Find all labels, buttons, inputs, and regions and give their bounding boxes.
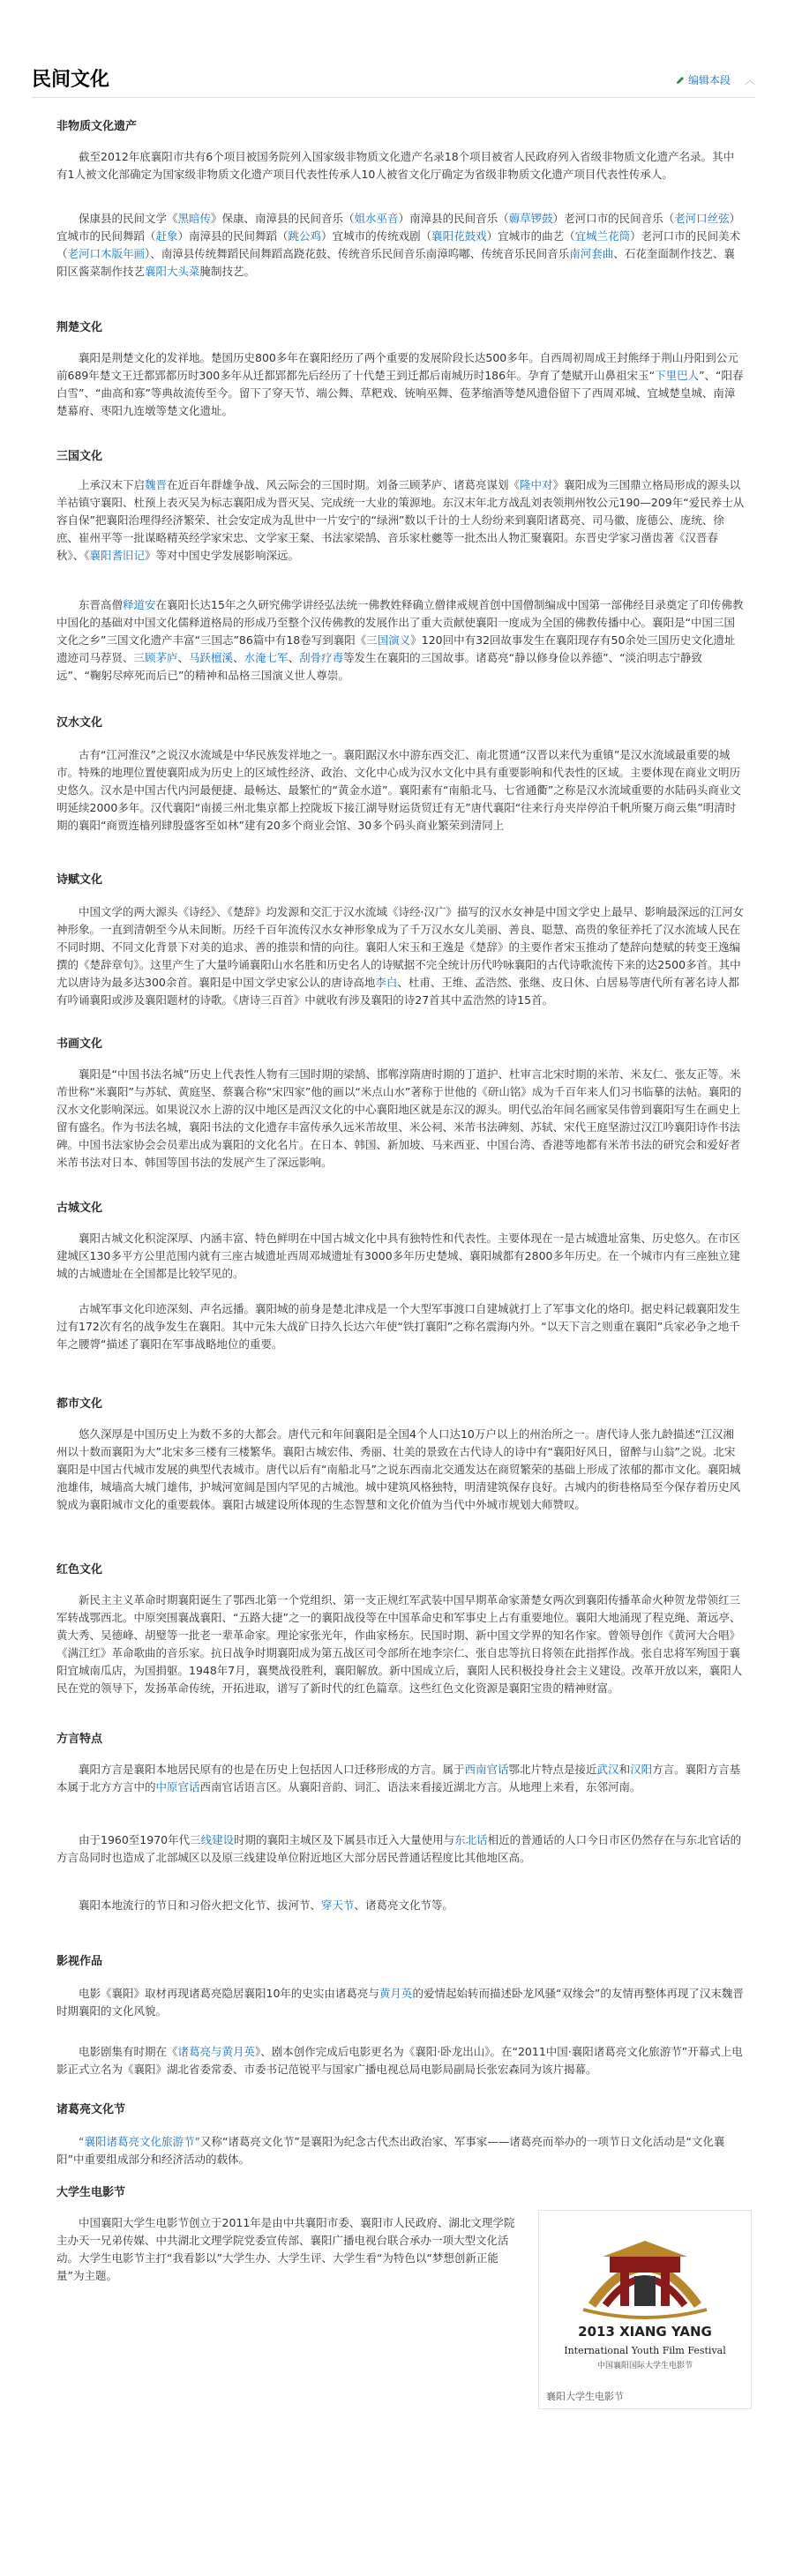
link-chuantianjie[interactable]: 穿天节 <box>321 1898 355 1912</box>
link-yicheng-lanhuatong[interactable]: 宜城兰花筒 <box>574 229 631 243</box>
link-sanguo-yanyi[interactable]: 三国演义 <box>366 633 411 647</box>
link-shuiyan-qijun[interactable]: 水淹七军 <box>244 651 289 664</box>
link-weijin[interactable]: 魏晋 <box>145 478 168 491</box>
para-poetry-1: 中国文学的两大源头《诗经》、《楚辞》均发源和交汇于汉水流域《诗经·汉广》描写的汉水女神是中国文学史上最早、影响最深远的江河女神形象。一直到清朝至今从未间断。历经千百年流传汉水女神形象成为了千万汉水女儿美丽、善良、聪慧、高贵的象征养托了汉水流域人民在不同时期、不同文化背景下对美的追求、善的推崇和情的向往。襄阳人宋玉和王逸是《楚辞》的主要作者宋玉推动了楚辞向楚赋的转变王逸编撰的《楚辞章句》。这里产生了大量吟诵襄阳山水名胜和历史名人的诗赋据不完全统计历代吟咏襄阳的古代诗歌流传下来的达2500多首。其中尤以唐诗为最多达300余首。襄阳是中国文学史家公认的唐诗高地李白、杜甫、王维、孟浩然、张继、皮日休、白居易等唐代所有著名诗人都有吟诵襄阳或涉及襄阳题材的诗歌。《唐诗三百首》中就收有涉及襄阳的诗27首其中孟浩然的诗15首。 <box>56 905 744 1007</box>
link-hanyang[interactable]: 汉阳 <box>630 1763 653 1776</box>
logo-year-title: 2013 XIANG YANG <box>578 2324 712 2340</box>
link-zhongyuan-guanhua[interactable]: 中原官话 <box>155 1780 200 1793</box>
para-intangible-1: 截至2012年底襄阳市共有6个项目被国务院列入国家级非物质文化遗产名录18个项目被省人民政府列入省级非物质文化遗产名录。其中有1人被文化部确定为国家级非物质文化遗产项目代表性传承人10人被省文化厅确定为省级非物质文化遗产项目代表性传承人。 <box>56 150 735 181</box>
link-zhugeliang-festival[interactable]: “襄阳诸葛亮文化旅游节” <box>79 2135 200 2148</box>
link-zhugeliang-huangyueying[interactable]: 诸葛亮与黄月英 <box>177 2045 256 2058</box>
link-dongbeihua[interactable]: 东北话 <box>454 1833 488 1846</box>
link-xialibaren[interactable]: 下里巴人 <box>655 369 700 382</box>
para-film-2: 电影剧集有时期在《诸葛亮与黄月英》、剧本创作完成后电影更名为《襄阳·卧龙出山》。在“2011中国·襄阳诸葛亮文化旅游节”开幕式上电影正式立名为《襄阳》湖北省委常委、市委书记范锐平与国家广播电视总局电影局副局长张宏森同为该片揭幕。 <box>56 2045 743 2076</box>
para-ancient-city-2: 古城军事文化印迹深刻、声名远播。襄阳城的前身是楚北津戍是一个大型军事渡口自建城就打上了军事文化的烙印。据史料记载襄阳发生过有172次有名的战争发生在襄阳。其中元朱大战矿日持久长达六年使“铁打襄阳”之称名震海内外。“以天下言之则重在襄阳”兵家必争之地千年之腰膂“描述了襄阳在军事战略地位的重要。 <box>56 1302 741 1351</box>
link-longzhongdui[interactable]: 隆中对 <box>520 478 553 491</box>
para-hanshui-1: 古有“江河淮汉”之说汉水流域是中华民族发祥地之一。襄阳踞汉水中游东西交汇、南北贯通“汉晋以来代为重镇”是汉水流域最重要的城市。特殊的地理位置使襄阳成为历史上的区域性经济、政治、文化中心成为汉水文化中具有重要影响和代表性的区域。主要体现在商业文明历史悠久。汉水是中国古代内河最便捷、最畅达、最繁忙的“黄金水道”。襄阳素有“南船北马、七省通衢”之称是汉水流域重要的水陆码头商业文明延续2000多年。汉代襄阳“南援三州北集京都上控陇坂下接江湖导财运货贸迁有无”唐代襄阳“往来行舟夹岸停泊千帆所聚万商云集”明清时期的襄阳“商贾连樯列肆殷盛客至如林”建有20多个商业会馆、30多个码头商业繁荣到清同上 <box>56 748 741 832</box>
pencil-icon <box>675 75 686 86</box>
heading-intangible-heritage: 非物质文化遗产 <box>56 120 138 133</box>
para-dialect-3: 襄阳本地流行的节日和习俗火把文化节、拔河节、穿天节、诸葛亮文化节等。 <box>79 1898 454 1912</box>
header-actions <box>675 72 755 87</box>
heading-urban: 都市文化 <box>56 1397 103 1411</box>
para-intangible-2: 保康县的民间文学《黑暗传》保康、南漳县的民间音乐（姐水巫音）南漳县的民间音乐（薅草锣鼓）老河口市的民间音乐（老河口丝弦）宜城市的民间舞蹈（赶象）南漳县的民间舞蹈（跳公鸡）宜城市的传统戏剧（襄阳花鼓戏）宜城市的曲艺（宜城兰花筒）老河口市的民间美术（老河口木版年画）、南漳县传统舞蹈民间舞蹈高跷花鼓、传统音乐民间音乐南漳呜嘟、传统音乐民间音乐南河套曲、石花奎面制作技艺、襄阳区酱菜制作技艺襄阳大头菜腌制技艺。 <box>56 212 741 278</box>
para-ancient-city-1: 襄阳古城文化积淀深厚、内涵丰富、特色鲜明在中国古城文化中具有独特性和代表性。主要体现在一是古城遗址富集、历史悠久。在市区建城区130多平方公里范围内就有三座古城遗址西周邓城遗址有3000多年历史楚城、襄阳城都有2800多年历史。在一个城市内有三座独立建城的古城遗址在全国都是比较罕见的。 <box>56 1232 741 1280</box>
para-dialect-2: 由于1960至1970年代三线建设时期的襄阳主城区及下属县市迁入大量使用与东北话相近的普通话的人口今日市区仍然存在与东北官话的方言岛同时也造成了北部城区以及原三线建设单位附近地区大部分居民普通话程度比其他地区高。 <box>56 1833 742 1864</box>
link-shi-daoan[interactable]: 释道安 <box>123 598 156 611</box>
link-mayue-tanxi[interactable]: 马跃檀溪 <box>189 651 234 664</box>
para-urban-1: 悠久深厚是中国历史上为数不多的大都会。唐代元和年间襄阳是全国4个人口达10万户以上的州治所之一。唐代诗人张九龄描述“江汉湘州以十数而襄阳为大”北宋多三楼有三楼繁华。襄阳古城宏伟、秀丽、壮美的景致在古代诗人的诗中有“襄阳好风日，留醉与山翁”之说。北宋襄阳是中国古代城市发展的典型代表城市。唐代以后有“南船北马”之说东西南北交通发达在商贸繁荣的基础上形成了浓郁的都市文化。襄阳城池雄伟，城墙高大城门雄伟，护城河宽阔是国内罕见的古城池。城中建筑风格独特，明清建筑保存良好。古城内的街巷格局至今保存着历史风貌成为襄阳城市文化的重要载体。襄阳古城建设所体现的生态智慧和文化价值为当代中外城市规划大师赞叹。 <box>56 1427 741 1511</box>
heading-ancient-city: 古城文化 <box>56 1202 103 1215</box>
para-student-film-festival-1: 中国襄阳大学生电影节创立于2011年是由中共襄阳市委、襄阳市人民政府、湖北文理学院主办天一兄弟传媒、中共湖北文理学院党委宣传部、襄阳广播电视台联合承办一项大型文化活动。大学生电影节主打“我看影以”大学生办、大学生评、大学生看“为特色以“梦想创新正能量”为主题。 <box>56 2216 515 2282</box>
heading-dialect: 方言特点 <box>56 1733 103 1746</box>
link-laohekou-nianhua[interactable]: 老河口木版年画 <box>67 247 146 260</box>
logo-subtitle: International Youth Film Festival <box>564 2345 726 2356</box>
link-nanhe-taoqu[interactable]: 南河套曲 <box>569 247 614 260</box>
para-film-1: 电影《襄阳》取材再现诸葛亮隐居襄阳10年的史实由诸葛亮与黄月英的爱情起始转而描述卧龙风骚“双缘会”的友情再整体再现了汉末魏晋时期襄阳的文化风貌。 <box>56 1987 744 2018</box>
para-three-kingdoms-2: 东晋高僧释道安在襄阳长达15年之久研究佛学讲经弘法统一佛教姓释确立僧律戒规首创中国僧制编成中国第一部佛经目录奠定了印传佛教中国化的基础对中国文化儒释道格局的形成乃至整个汉传佛教的发展作出了重大贡献使襄阳一度成为全国的佛教传播中心。襄阳是“中国三国文化之乡”三国文化遗产丰富“三国志”86篇中有18卷写到襄阳《三国演义》120回中有32回故事发生在襄阳现存有50余处三国历史文化遗址遗迹司马荐贤、三顾茅庐、马跃檀溪、水淹七军、刮骨疗毒等发生在襄阳的三国故事。诸葛亮“静以修身俭以养德”、“淡泊明志宁静致远”、“鞠躬尽瘁死而后已”的精神和品格三国演义世人尊崇。 <box>56 598 744 682</box>
film-festival-logo <box>557 2221 733 2380</box>
para-calligraphy-1: 襄阳是“中国书法名城”历史上代表性人物有三国时期的梁鹄、邯郸淳隋唐时期的丁道护、杜审言北宋时期的米芾、米友仁、张友正等。米芾世称“米襄阳”与苏轼、黄庭坚、蔡襄合称“宋四家”他的画以“米点山水”著称于世他的《研山铭》成为千百年来人们习书临摹的法帖。襄阳的汉水文化影响深远。如果说汉水上游的汉中地区是西汉文化的中心襄阳地区就是东汉的源头。明代弘治年间名画家吴伟曾到襄阳写生在画史上留有盛名。作为书法名城，襄阳书法的文化遗存丰富传承久远米芾故里、米公祠、米芾书法碑刻、苏轼、宋代王庭坚游过汉江吟襄阳诗作书法碑。中国书法家协会会员辈出成为襄阳的文化名片。在日本、韩国、新加坡、马来西亚、中国台湾、香港等地都有米芾书法的研究会和爱好者米芾书法对日本、韩国等国书法的发展产生了深远影响。 <box>56 1067 742 1169</box>
logo-cn: 中国襄阳国际大学生电影节 <box>596 2362 693 2370</box>
edit-section-label: 编辑本段 <box>687 74 731 86</box>
heading-jingchu: 荆楚文化 <box>56 321 103 334</box>
link-libai[interactable]: 李白 <box>375 976 398 989</box>
para-red-culture-1: 新民主主义革命时期襄阳诞生了鄂西北第一个党组织、第一支正规红军武装中国早期革命家萧楚女两次到襄阳传播革命火种贺龙带领红三军转战鄂西北。中原突围襄战襄阳、“五路大捷”之一的襄阳战役等在中国革命史和军事史上占有重要地位。襄阳大地涌现了程克绳、萧远亭、黄大秀、吴德峰、胡璧等一批老一辈革命家。理论家张光年，作曲家杨东。民国时期、新中国文学界的知名作家。曾领导创作《黄河大合唱》《满江红》革命歌曲的音乐家。抗日战争时期襄阳成为第五战区司令部所在地李宗仁、张自忠等抗日将领在此指挥作战。张自忠将军殉国于襄阳宜城南瓜店，为国捐躯。1948年7月，襄樊战役胜利，襄阳解放。新中国成立后，襄阳人民积极投身社会主义建设。改革开放以来，襄阳人民在党的领导下，发扬革命传统，开拓进取，谱写了新时代的红色篇章。这些红色文化资源是襄阳宝贵的精神财富。 <box>56 1593 743 1695</box>
link-sanxian-jianshe[interactable]: 三线建设 <box>190 1833 235 1846</box>
edit-section-link[interactable] <box>675 72 731 87</box>
section-header <box>32 67 755 98</box>
link-tiaogongji[interactable]: 跳公鸡 <box>288 229 322 243</box>
chevron-up-icon: ︿ <box>744 74 755 86</box>
link-xiangyang-qijiuji[interactable]: 襄阳耆旧记 <box>89 549 146 562</box>
collapse-button[interactable] <box>745 72 755 87</box>
link-haocao-luogu[interactable]: 薅草锣鼓 <box>508 212 553 225</box>
heading-hanshui: 汉水文化 <box>56 716 103 730</box>
link-xiangyang-huaguxi[interactable]: 襄阳花鼓戏 <box>431 229 487 243</box>
link-laohekou-sixian[interactable]: 老河口丝弦 <box>674 212 730 225</box>
para-three-kingdoms-1: 上承汉末下启魏晋在近百年群雄争战、风云际会的三国时期。刘备三顾茅庐、诸葛亮谋划《隆中对》襄阳成为三国鼎立格局形成的源头以羊祜镇守襄阳、杜预上表灭吴为标志襄阳成为晋灭吴、完成统一大业的策源地。东汉末年北方战乱刘表领荆州牧公元190—209年“爱民养士从容自保”把襄阳治理得经济繁荣、社会安定成为乱世中一片安宁的“绿洲”数以千计的士人纷纷来到襄阳诸葛亮、司马徽、庞德公、庞统、徐庶、崔州平等一批谋略精英经学家宋忠、文学家王粲、书法家梁鹄、音乐家杜夔等一批杰出人物汇聚襄阳。东晋史学家习凿齿著《汉晋春秋》、《襄阳耆旧记》等对中国史学发展影响深远。 <box>56 478 745 562</box>
para-jingchu-1: 襄阳是荆楚文化的发祥地。楚国历史800多年在襄阳经历了两个重要的发展阶段长达500多年。自西周初周成王封熊绎于荆山丹阳到公元前689年楚文王迁都郢都历时300多年从迁都郢都先后经历了十代楚王到迁都后南城历时186年。孕育了楚赋开山鼻祖宋玉“下里巴人”、“阳春白雪”、“曲高和寡”等典故流传至今。留下了穿天节、端公舞、草粑戏、铳响巫舞、苞茅缩酒等楚风遗俗留下了西周邓城、宜城楚皇城、南漳楚幕府、枣阳九连墩等楚文化遗址。 <box>56 351 744 417</box>
heading-poetry: 诗赋文化 <box>56 873 103 887</box>
figure-caption: 襄阳大学生电影节 <box>546 2391 624 2402</box>
link-jushui-wuyin[interactable]: 姐水巫音 <box>354 212 399 225</box>
film-festival-figure[interactable] <box>538 2210 752 2409</box>
link-wuhan[interactable]: 武汉 <box>596 1763 619 1776</box>
link-ganxiang[interactable]: 赶象 <box>155 229 178 243</box>
link-guagu-liaodu[interactable]: 刮骨疗毒 <box>299 651 344 664</box>
heading-calligraphy: 书画文化 <box>56 1037 103 1051</box>
link-xinan-guanhua[interactable]: 西南官话 <box>464 1763 509 1776</box>
link-sangu-maolu[interactable]: 三顾茅庐 <box>133 651 178 664</box>
link-heianzhuan[interactable]: 黑暗传 <box>177 212 212 225</box>
heading-zhugeliang-festival: 诸葛亮文化节 <box>56 2103 126 2116</box>
heading-student-film-festival: 大学生电影节 <box>56 2186 126 2199</box>
para-zhugeliang-festival-1: “襄阳诸葛亮文化旅游节”又称“诸葛亮文化节”是襄阳为纪念古代杰出政治家、军事家——诸葛亮而举办的一项节日文化活动是“文化襄阳”中重要组成部分和经济活动的载体。 <box>56 2135 725 2166</box>
heading-three-kingdoms: 三国文化 <box>56 450 103 463</box>
heading-film: 影视作品 <box>56 1955 103 1968</box>
para-dialect-1: 襄阳方言是襄阳本地居民原有的也是在历史上包括因人口迁移形成的方言。属于西南官话鄂北片特点是接近武汉和汉阳方言。襄阳方言基本属于北方方言中的中原官话西南官话语言区。从襄阳音韵、词汇、语法来看接近湖北方言。从地理上来看，东邻河南。 <box>56 1763 741 1793</box>
page-title: 民间文化 <box>32 69 110 91</box>
heading-red-culture: 红色文化 <box>56 1563 103 1576</box>
link-huang-yueying[interactable]: 黄月英 <box>379 1987 413 2000</box>
link-xiangyang-datoucai[interactable]: 襄阳大头菜 <box>145 265 200 278</box>
